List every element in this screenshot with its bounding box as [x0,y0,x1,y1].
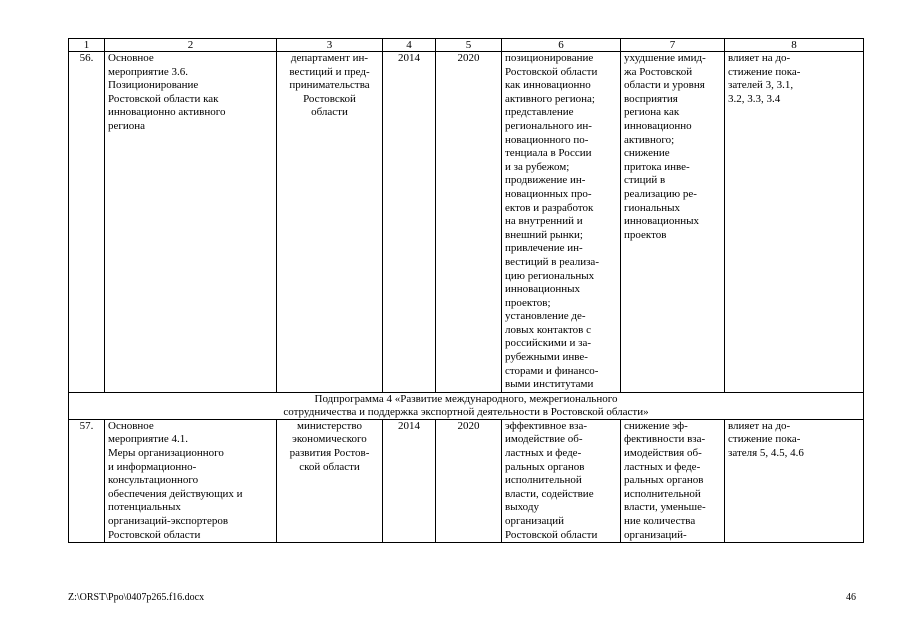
end-year: 2020 [436,52,502,393]
col-number-8: 8 [725,39,864,52]
table-row [69,52,864,393]
end-year: 2020 [436,419,502,542]
col-number-5: 5 [436,39,502,52]
col-number-3: 3 [277,39,383,52]
row-number: 57. [69,419,105,542]
col-number-4: 4 [383,39,436,52]
start-year: 2014 [383,419,436,542]
start-year: 2014 [383,52,436,393]
file-path: Z:\ORST\Ppo\0407p265.f16.docx [68,592,205,603]
col-number-6: 6 [502,39,621,52]
non-implementation-consequence: ухудшение имид- жа Ростовской области и уровня восприятия региона как инновационно активного; снижение притока инве- стиций в реализацию ре- гиональных инновационных проектов [621,52,725,393]
related-indicators: влияет на до- стижение пока- зателя 5, 4.5, 4.6 [725,419,864,542]
activity-name: Основное мероприятие 4.1. Меры организационного и информационно- консультационного обеспечения действующих и потенциальных организаций-экспортеров Ростовской области [105,419,277,542]
activity-name: Основное мероприятие 3.6. Позиционирование Ростовской области как инновационно активного региона [105,52,277,393]
executor: министерство экономического развития Ростов- ской области [277,419,383,542]
col-number-7: 7 [621,39,725,52]
column-number-row [69,39,864,52]
table-row [69,419,864,542]
subprogram-heading-row [69,392,864,419]
expected-result: позиционирование Ростовской области как инновационно активного региона; представление регионального ин- новационного по- тенциала в России и за рубежом; продвижение ин- новационных про- ектов и разработок на внутренний и внешний рынки; привлечение ин- вестиций в реализа- цию региональных инновационных проектов; установление де- ловых контактов с российскими и за- рубежными инве- сторами и финансо- выми институтами [502,52,621,393]
non-implementation-consequence: снижение эф- фективности вза- имодействия об- ластных и феде- ральных органов исполнительной власти, уменьше- ние количества организаций- [621,419,725,542]
subprogram-title: Подпрограмма 4 «Развитие международного, межрегионального сотрудничества и поддержка экспортной деятельности в Ростовской области» [69,392,864,419]
col-number-2: 2 [105,39,277,52]
expected-result: эффективное вза- имодействие об- ластных и феде- ральных органов исполнительной власти, содействие выходу организаций Ростовской области [502,419,621,542]
measures-table [68,38,864,543]
row-number: 56. [69,52,105,393]
col-number-1: 1 [69,39,105,52]
page-number: 46 [846,592,856,603]
executor: департамент ин- вестиций и пред- принимательства Ростовской области [277,52,383,393]
related-indicators: влияет на до- стижение пока- зателей 3, 3.1, 3.2, 3.3, 3.4 [725,52,864,393]
